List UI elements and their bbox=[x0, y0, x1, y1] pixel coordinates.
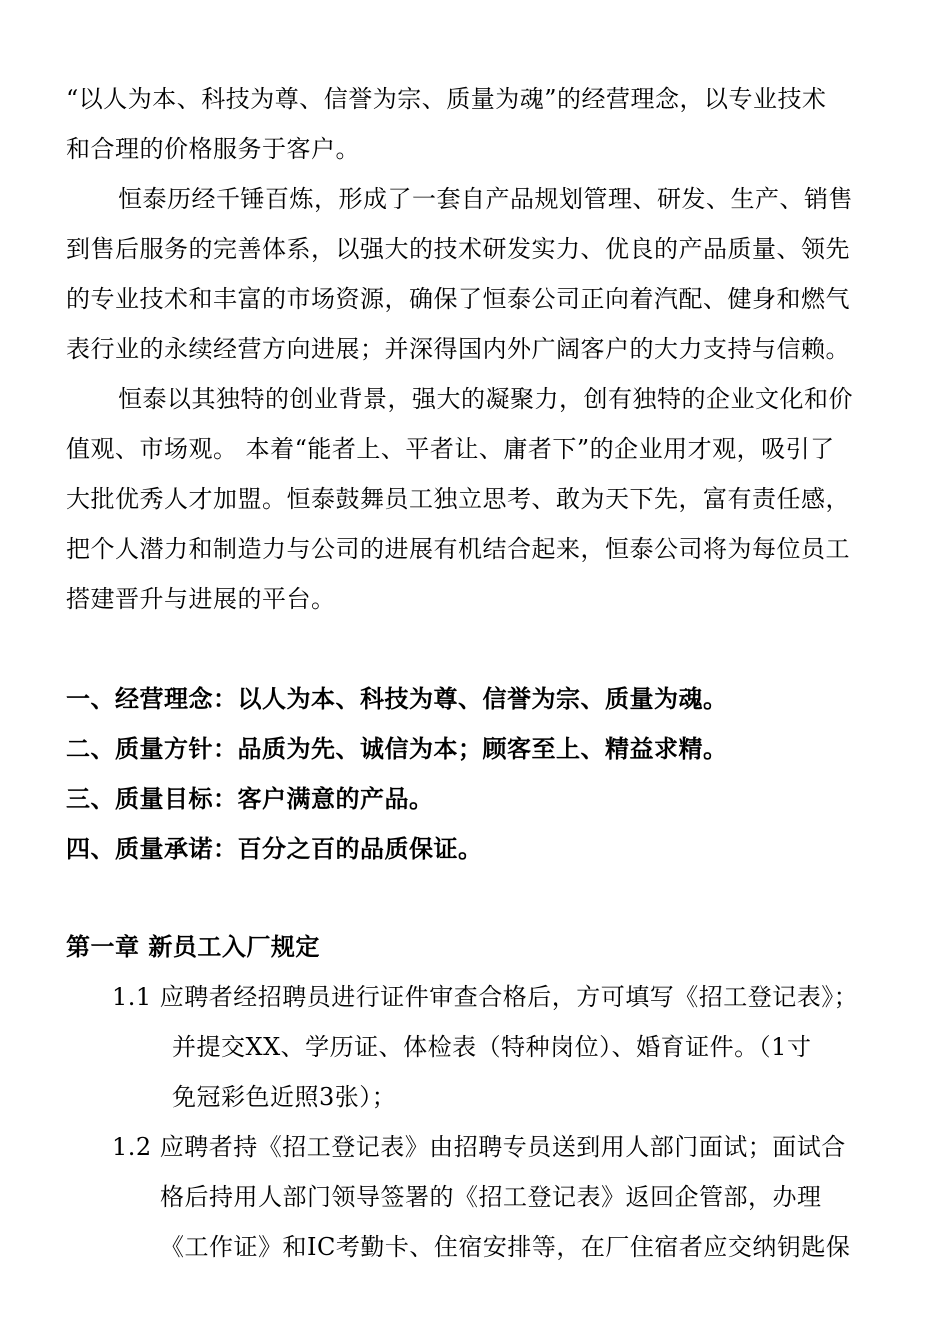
text-line: 大批优秀人才加盟。恒泰鼓舞员工独立思考、敢为天下先，富有责任感， bbox=[66, 485, 850, 513]
principle-item: 三、质量目标：客户满意的产品。 bbox=[66, 784, 434, 813]
text-line: 免冠彩色近照3张）； bbox=[172, 1083, 397, 1111]
text-line: 1.1 应聘者经招聘员进行证件审查合格后，方可填写《招工登记表》； bbox=[112, 983, 859, 1011]
text-line: 把个人潜力和制造力与公司的进展有机结合起来，恒泰公司将为每位员工 bbox=[66, 535, 850, 563]
text-line: 的专业技术和丰富的市场资源，确保了恒泰公司正向着汽配、健身和燃气 bbox=[66, 285, 850, 313]
text-line: 搭建晋升与进展的平台。 bbox=[66, 585, 336, 613]
text-line: 恒泰历经千锤百炼，形成了一套自产品规划管理、研发、生产、销售 bbox=[118, 185, 853, 213]
principle-item: 一、经营理念：以人为本、科技为尊、信誉为宗、质量为魂。 bbox=[66, 684, 728, 713]
principle-item: 四、质量承诺：百分之百的品质保证。 bbox=[66, 834, 483, 863]
chapter-title: 第一章 新员工入厂规定 bbox=[66, 932, 320, 961]
text-line: 并提交XX、学历证、体检表（特种岗位）、婚育证件。（1寸 bbox=[172, 1033, 812, 1061]
text-line: 和合理的价格服务于客户。 bbox=[66, 135, 360, 163]
text-line: 到售后服务的完善体系，以强大的技术研发实力、优良的产品质量、领先 bbox=[66, 235, 850, 263]
text-line: 表行业的永续经营方向进展；并深得国内外广阔客户的大力支持与信赖。 bbox=[66, 335, 850, 363]
text-line: 1.2 应聘者持《招工登记表》由招聘专员送到用人部门面试；面试合 bbox=[112, 1133, 846, 1161]
text-line: 《工作证》和IC考勤卡、住宿安排等，在厂住宿者应交纳钥匙保 bbox=[160, 1233, 851, 1261]
text-line: 格后持用人部门领导签署的《招工登记表》返回企管部，办理 bbox=[160, 1183, 822, 1211]
principle-item: 二、质量方针：品质为先、诚信为本；顾客至上、精益求精。 bbox=[66, 734, 728, 763]
text-line: “以人为本、科技为尊、信誉为宗、质量为魂”的经营理念，以专业技术 bbox=[66, 85, 827, 113]
text-line: 值观、市场观。 本着“能者上、平者让、庸者下”的企业用才观，吸引了 bbox=[66, 435, 835, 463]
text-line: 恒泰以其独特的创业背景，强大的凝聚力，创有独特的企业文化和价 bbox=[118, 385, 853, 413]
